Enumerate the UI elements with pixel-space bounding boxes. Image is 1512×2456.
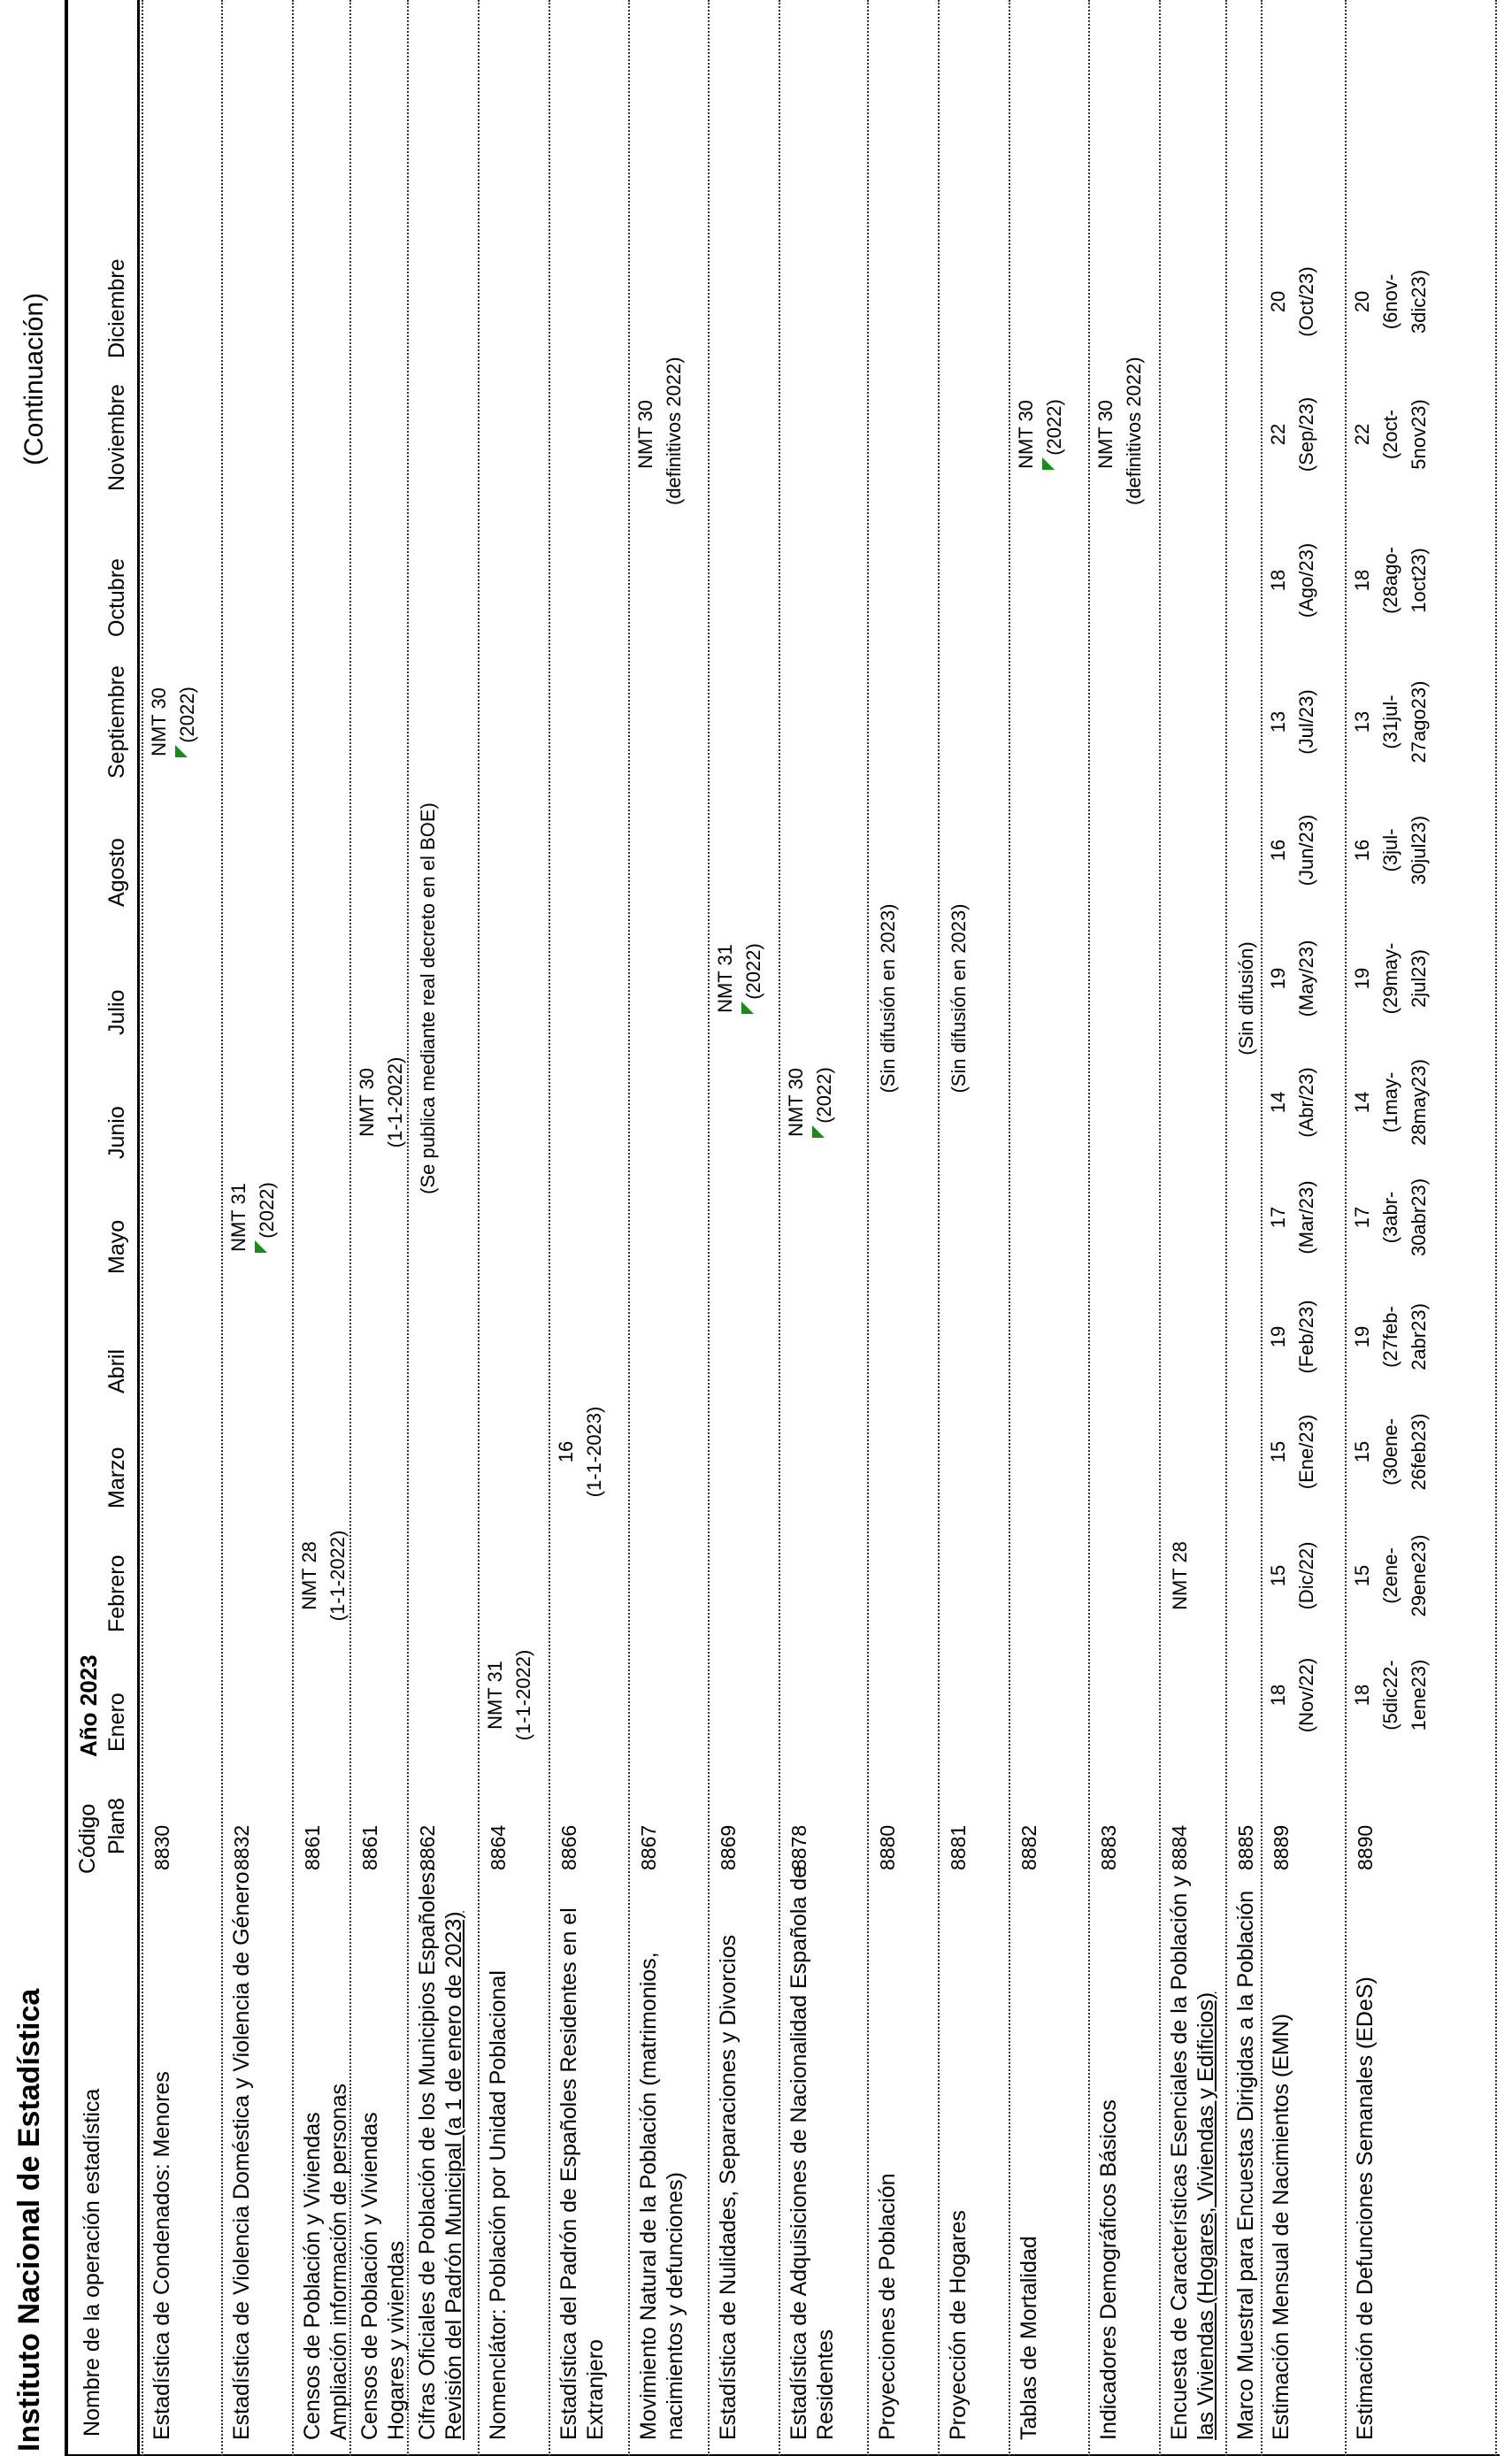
schedule-span: (Sin difusión) <box>1235 941 1257 1055</box>
schedule-cell-text: 14 <box>1351 1091 1373 1114</box>
schedule-cell-line <box>1377 651 1405 793</box>
month-header: Octubre <box>104 558 129 637</box>
operation-name-line: Revisión del Padrón Municipal (a 1 de enero de 2023) <box>441 1911 466 2440</box>
schedule-cell-text: 18 <box>1267 1684 1289 1707</box>
flag-icon <box>255 1240 267 1253</box>
schedule-cell-line <box>1405 651 1433 793</box>
schedule-cell <box>1092 357 1148 505</box>
operation-code: 8881 <box>947 1824 970 1870</box>
operation-name-line: Movimiento Natural de la Población (matrimonios, <box>636 1952 661 2440</box>
schedule-cell-text: (6nov- <box>1379 273 1401 330</box>
org-title: Instituto Nacional de Estadística <box>12 1988 46 2452</box>
schedule-cell <box>1348 364 1433 505</box>
schedule-cell-text: 15 <box>1351 1440 1373 1463</box>
schedule-cell <box>782 1032 839 1173</box>
operation-code: 8882 <box>1017 1824 1040 1870</box>
row-separator <box>867 0 869 2456</box>
schedule-cell-text: 2jul23) <box>1408 948 1430 1009</box>
operation-code: 8890 <box>1354 1824 1377 1870</box>
row-separator <box>1225 0 1227 2456</box>
schedule-cell-line <box>1377 1505 1405 1646</box>
operation-name <box>556 1907 609 2440</box>
operation-code: 8884 <box>1168 1824 1191 1870</box>
operation-code: 8889 <box>1270 1824 1293 1870</box>
schedule-cell-text: 16 <box>555 1440 577 1463</box>
schedule-cell <box>353 1032 410 1173</box>
operation-name-line: Estimación Mensual de Nacimientos (EMN) <box>1269 2013 1293 2440</box>
schedule-cell <box>481 1624 538 1766</box>
schedule-cell-line <box>632 364 660 505</box>
operation-code: 8830 <box>150 1824 173 1870</box>
schedule-span: (Se publica mediante real decreto en el BOE) <box>417 802 439 1194</box>
schedule-cell-line <box>1348 510 1377 651</box>
operation-name <box>228 1872 255 2441</box>
top-rule <box>65 0 68 2456</box>
schedule-cell-text: (2022) <box>1043 399 1065 456</box>
operation-code: 8869 <box>717 1824 740 1870</box>
schedule-cell-text: 20 <box>1351 290 1373 313</box>
month-header: Agosto <box>104 838 129 907</box>
schedule-cell-text: 20 <box>1267 290 1289 313</box>
month-header: Marzo <box>104 1447 129 1508</box>
row-separator <box>779 0 780 2456</box>
schedule-cell-line <box>1348 364 1377 505</box>
schedule-cell-text: 30abr23) <box>1408 1178 1430 1257</box>
operation-code: 8832 <box>230 1824 253 1870</box>
schedule-cell-text: 29ene23) <box>1408 1534 1430 1617</box>
schedule-cell-text: 19 <box>1267 1325 1289 1348</box>
operation-name <box>1166 1876 1219 2440</box>
schedule-cell-text: (28ago- <box>1379 547 1401 614</box>
row-separator <box>142 0 143 2456</box>
operation-name-line: Estadística de Condenados: Menores <box>150 2071 174 2440</box>
operation-name-line: Residentes <box>813 2329 838 2440</box>
schedule-cell-line <box>711 908 740 1049</box>
operation-name-line: nacimientos y defunciones) <box>663 2172 687 2440</box>
schedule-cell-line <box>1293 231 1321 372</box>
schedule-cell-text: NMT 31 <box>714 944 736 1013</box>
schedule-cell <box>145 651 202 793</box>
operation-name-line: las Viviendas (Hogares, Viviendas y Edificios) <box>1193 1992 1218 2440</box>
schedule-cell-line <box>1293 1032 1321 1173</box>
schedule-cell-text: (2ene- <box>1379 1547 1401 1604</box>
schedule-cell-line <box>481 1624 510 1766</box>
schedule-cell-line <box>1377 364 1405 505</box>
schedule-cell-text: 1oct23) <box>1408 548 1430 613</box>
operation-name-line: Encuesta de Características Esenciales de la Población y <box>1167 1876 1192 2440</box>
schedule-cell-line <box>1264 1032 1293 1173</box>
schedule-cell-line <box>1264 364 1293 505</box>
month-header: Mayo <box>104 1219 129 1274</box>
schedule-cell <box>1264 231 1321 372</box>
month-header: Enero <box>104 1692 129 1752</box>
operation-name-line: Cifras Oficiales de Población de los Municipios Españoles: <box>415 1866 440 2440</box>
schedule-cell-line <box>1264 908 1293 1049</box>
schedule-cell-line <box>1293 779 1321 921</box>
schedule-cell <box>1348 651 1433 793</box>
schedule-cell-text: (Abr/23) <box>1295 1067 1317 1138</box>
row-separator <box>1088 0 1090 2456</box>
schedule-cell-text: 14 <box>1267 1091 1289 1114</box>
schedule-cell-text: (29may- <box>1379 942 1401 1015</box>
month-header: Junio <box>104 1106 129 1159</box>
schedule-cell-text: 15 <box>1267 1440 1289 1463</box>
schedule-cell-text: 22 <box>1351 423 1373 446</box>
operation-name-line: Censos de Población y Viviendas <box>357 2112 382 2440</box>
schedule-cell-text: (2022) <box>813 1067 835 1124</box>
operation-name <box>1268 2014 1294 2440</box>
schedule-cell-text: (1may- <box>1379 1071 1401 1133</box>
schedule-cell <box>1348 510 1433 651</box>
schedule-cell-text: (31jul- <box>1379 695 1401 749</box>
schedule-cell-text: (Ene/23) <box>1295 1414 1317 1490</box>
schedule-cell-text: (Dic/22) <box>1295 1541 1317 1610</box>
operation-name <box>635 1952 688 2440</box>
row-separator <box>1345 0 1347 2456</box>
schedule-cell-line <box>740 908 768 1049</box>
schedule-cell-text: (5dic22- <box>1379 1660 1401 1731</box>
row-separator <box>938 0 940 2456</box>
operation-code: 8883 <box>1097 1824 1120 1870</box>
schedule-cell-text: (1-1-2022) <box>326 1530 349 1622</box>
operation-name-line: Estadística del Padrón de Españoles Residentes en el <box>556 1907 581 2440</box>
schedule-cell-line <box>295 1505 324 1646</box>
operation-name <box>357 2112 410 2440</box>
schedule-cell-text: (May/23) <box>1295 940 1317 1017</box>
schedule-cell-line <box>1377 1032 1405 1173</box>
schedule-cell-text: 18 <box>1351 569 1373 592</box>
row-separator <box>1159 0 1161 2456</box>
schedule-cell-line <box>580 1381 609 1523</box>
schedule-cell <box>225 1147 281 1288</box>
schedule-cell-text: 30jul23) <box>1408 815 1430 886</box>
operation-name <box>299 2084 352 2440</box>
operation-name-line: Proyecciones de Población <box>875 2173 900 2440</box>
operation-name <box>1095 2099 1122 2440</box>
schedule-cell-line <box>1264 779 1293 921</box>
row-separator <box>1009 0 1010 2456</box>
schedule-cell-text: 13 <box>1267 710 1289 733</box>
schedule-cell-line <box>1264 510 1293 651</box>
schedule-cell <box>1348 1505 1433 1646</box>
schedule-cell-text: 28may23) <box>1408 1059 1430 1146</box>
schedule-cell-line <box>1120 357 1148 505</box>
operation-name <box>786 1866 839 2440</box>
operation-name-line: Tablas de Mortalidad <box>1017 2236 1041 2440</box>
schedule-cell <box>1348 779 1433 921</box>
schedule-cell <box>1264 651 1321 793</box>
schedule-cell <box>1348 908 1433 1049</box>
schedule-cell-text: 17 <box>1267 1206 1289 1229</box>
schedule-cell-line <box>810 1032 839 1173</box>
schedule-cell <box>1348 1032 1433 1173</box>
operation-name <box>149 2071 175 2440</box>
schedule-cell-text: NMT 30 <box>785 1068 807 1137</box>
row-separator <box>708 0 710 2456</box>
schedule-cell-line <box>1348 651 1377 793</box>
schedule-cell <box>1264 1032 1321 1173</box>
schedule-span: (Sin difusión en 2023) <box>948 903 970 1094</box>
schedule-cell-line <box>1293 651 1321 793</box>
operation-name-line: Estadística de Nulidades, Separaciones y Divorcios <box>716 1934 741 2440</box>
schedule-cell-text: 16 <box>1351 839 1373 862</box>
schedule-cell-line <box>1405 510 1433 651</box>
schedule-cell-line <box>1405 908 1433 1049</box>
schedule-cell-line <box>1264 1505 1293 1646</box>
schedule-cell-text: NMT 30 <box>148 687 170 756</box>
schedule-cell-text: (1-1-2022) <box>384 1056 406 1148</box>
operation-code: 8878 <box>787 1824 810 1870</box>
continuation-label: (Continuación) <box>19 292 49 465</box>
schedule-cell-line <box>324 1505 352 1646</box>
schedule-cell <box>1348 231 1433 372</box>
row-separator <box>478 0 480 2456</box>
operation-name <box>1352 1976 1378 2440</box>
schedule-cell <box>1264 510 1321 651</box>
schedule-cell-line <box>1293 510 1321 651</box>
operation-name-line: Estadística de Adquisiciones de Nacionalidad Española de <box>787 1865 811 2440</box>
schedule-cell-line <box>1012 364 1040 505</box>
schedule-cell-line <box>1293 364 1321 505</box>
schedule-cell-line <box>1348 779 1377 921</box>
operation-code: 8885 <box>1234 1824 1257 1870</box>
operation-name-line: Censos de Población y Viviendas <box>300 2112 325 2440</box>
col-code-plan: Plan8 <box>104 1798 129 1854</box>
schedule-cell-text: NMT 30 <box>634 400 656 469</box>
month-header: Noviembre <box>104 384 129 491</box>
schedule-cell-line <box>381 1032 410 1173</box>
schedule-cell <box>711 908 768 1049</box>
operation-name <box>485 1970 511 2440</box>
schedule-cell-line <box>1264 231 1293 372</box>
schedule-cell <box>1264 364 1321 505</box>
schedule-cell <box>295 1505 352 1646</box>
header-rule <box>137 0 140 2456</box>
schedule-cell-text: 26feb23) <box>1408 1413 1430 1491</box>
schedule-cell-line <box>552 1381 580 1523</box>
col-code-header: Código <box>75 1803 100 1874</box>
schedule-cell-line <box>1405 779 1433 921</box>
operation-name-line: Estadística de Violencia Doméstica y Violencia de Género <box>229 1871 254 2440</box>
col-name-header: Nombre de la operación estadística <box>80 2088 104 2437</box>
schedule-cell-text: (2022) <box>742 943 764 1000</box>
schedule-cell-line <box>510 1624 538 1766</box>
row-separator <box>221 0 223 2456</box>
schedule-cell-line <box>1264 651 1293 793</box>
schedule-cell-text: (Jun/23) <box>1295 814 1317 886</box>
schedule-cell-line <box>1405 1505 1433 1646</box>
schedule-cell-text: (3abr- <box>1379 1191 1401 1244</box>
schedule-cell-text: 5nov23) <box>1408 399 1430 470</box>
schedule-cell <box>1264 908 1321 1049</box>
operation-name-line: Nomenclátor: Población por Unidad Poblacional <box>486 1970 510 2440</box>
schedule-cell-text: (1-1-2023) <box>583 1406 605 1498</box>
operation-name-line: Estimación de Defunciones Semanales (EDeS) <box>1353 1976 1378 2440</box>
schedule-cell-text: (definitivos 2022) <box>663 357 685 505</box>
schedule-cell-text: (Sep/23) <box>1295 396 1317 472</box>
schedule-cell-text: (27feb- <box>1379 1306 1401 1368</box>
schedule-cell-text: 18 <box>1267 569 1289 592</box>
schedule-cell <box>1264 779 1321 921</box>
schedule-cell-text: (2022) <box>176 687 198 743</box>
schedule-cell-line <box>782 1032 810 1173</box>
schedule-cell-text: 2abr23) <box>1408 1303 1430 1370</box>
schedule-cell-text: (2oct- <box>1379 409 1401 460</box>
operation-name-line: Hogares y viviendas <box>384 2240 409 2440</box>
operation-code: 8861 <box>301 1824 324 1870</box>
schedule-cell <box>1264 1505 1321 1646</box>
operation-name <box>1232 1891 1259 2440</box>
schedule-cell-text: NMT 30 <box>356 1068 378 1137</box>
schedule-cell-line <box>1405 231 1433 372</box>
operation-code: 8864 <box>487 1824 510 1870</box>
schedule-cell-text: 15 <box>1267 1564 1289 1587</box>
schedule-cell-text: (definitivos 2022) <box>1123 357 1145 505</box>
month-header: Julio <box>104 989 129 1035</box>
schedule-cell-line <box>1348 1032 1377 1173</box>
schedule-cell-text: 19 <box>1351 967 1373 990</box>
month-header: Diciembre <box>104 258 129 358</box>
schedule-cell-line <box>1293 908 1321 1049</box>
schedule-cell-line <box>353 1032 381 1173</box>
schedule-cell-text: 27ago23) <box>1408 680 1430 764</box>
schedule-cell-text: 16 <box>1267 839 1289 862</box>
operation-name <box>874 2173 901 2440</box>
schedule-cell-text: 22 <box>1267 423 1289 446</box>
operation-code: 8862 <box>416 1824 439 1870</box>
row-separator <box>1261 0 1263 2456</box>
schedule-cell-text: 19 <box>1267 967 1289 990</box>
operation-code: 8861 <box>358 1824 381 1870</box>
month-header: Septiembre <box>104 665 129 779</box>
schedule-cell-text: 3dic23) <box>1408 269 1430 334</box>
schedule-cell-line <box>1377 231 1405 372</box>
schedule-cell-text: (1-1-2022) <box>512 1649 534 1741</box>
schedule-cell-text: 13 <box>1351 710 1373 733</box>
row-separator <box>407 0 409 2456</box>
schedule-cell-text: 15 <box>1351 1564 1373 1587</box>
schedule-cell-text: 17 <box>1351 1206 1373 1229</box>
schedule-cell-text: (Mar/23) <box>1295 1180 1317 1255</box>
operation-name <box>945 2210 971 2440</box>
operation-name-line: Indicadores Demográficos Básicos <box>1096 2099 1121 2440</box>
schedule-cell-text: (Nov/22) <box>1295 1657 1317 1733</box>
schedule-cell-text: (Oct/23) <box>1295 266 1317 337</box>
schedule-cell-line <box>145 651 173 793</box>
schedule-cell-line <box>253 1147 281 1288</box>
schedule-cell-line <box>1405 1032 1433 1173</box>
schedule-cell-text: NMT 31 <box>227 1183 249 1252</box>
operation-name-line: Marco Muestral para Encuestas Dirigidas a la Población <box>1233 1890 1258 2440</box>
row-separator <box>1495 0 1497 2456</box>
operation-name <box>414 1866 467 2440</box>
month-header: Febrero <box>104 1554 129 1632</box>
schedule-cell-text: NMT 31 <box>484 1661 506 1730</box>
schedule-cell-text: NMT 30 <box>1094 400 1117 469</box>
flag-icon <box>812 1125 825 1138</box>
schedule-cell-text: (3jul- <box>1379 828 1401 872</box>
schedule-cell <box>552 1381 609 1523</box>
flag-icon <box>741 1002 754 1014</box>
schedule-cell-text: (Feb/23) <box>1295 1300 1317 1374</box>
schedule-cell-text: 19 <box>1351 1325 1373 1348</box>
row-separator <box>292 0 294 2456</box>
schedule-cell-line <box>1293 1505 1321 1646</box>
year-header: Año 2023 <box>75 1654 102 1757</box>
schedule-cell-line <box>1377 510 1405 651</box>
operation-code: 8880 <box>876 1824 899 1870</box>
flag-icon <box>1042 457 1055 470</box>
schedule-cell-line <box>225 1147 253 1288</box>
schedule-cell: NMT 28 <box>1169 1541 1191 1610</box>
schedule-cell-text: NMT 30 <box>1015 400 1037 469</box>
schedule-cell-text: 1ene23) <box>1408 1659 1430 1731</box>
schedule-cell-line <box>1377 779 1405 921</box>
flag-icon <box>175 745 188 757</box>
schedule-cell-line <box>1092 364 1120 505</box>
schedule-cell-line <box>660 357 688 505</box>
schedule-cell-line <box>173 651 202 793</box>
schedule-span: (Sin difusión en 2023) <box>877 903 899 1094</box>
month-header: Abril <box>104 1348 129 1393</box>
schedule-cell-line <box>1348 1505 1377 1646</box>
operation-code: 8866 <box>557 1824 580 1870</box>
schedule-cell-text: (Jul/23) <box>1295 689 1317 755</box>
operation-name <box>1016 2236 1042 2440</box>
operation-name <box>715 1935 741 2440</box>
schedule-cell-text: 18 <box>1351 1684 1373 1707</box>
operation-name-line: Extranjero <box>583 2339 608 2440</box>
operation-name-line: Proyección de Hogares <box>946 2210 971 2440</box>
schedule-cell <box>1012 364 1069 505</box>
schedule-cell-line <box>1405 364 1433 505</box>
schedule-cell-text: (Ago/23) <box>1295 542 1317 618</box>
operation-code: 8867 <box>637 1824 660 1870</box>
operation-name-line: Ampliación información de personas <box>326 2084 351 2440</box>
schedule-cell-text: (30ene- <box>1379 1418 1401 1485</box>
schedule-cell-line <box>1348 908 1377 1049</box>
schedule-cell-line <box>1348 231 1377 372</box>
schedule-cell-text: (2022) <box>256 1182 278 1239</box>
schedule-cell <box>632 357 688 505</box>
schedule-cell-line <box>1040 364 1069 505</box>
row-separator <box>628 0 630 2456</box>
schedule-cell-line <box>1377 908 1405 1049</box>
row-separator <box>549 0 550 2456</box>
schedule-cell-text: NMT 28 <box>298 1541 320 1610</box>
